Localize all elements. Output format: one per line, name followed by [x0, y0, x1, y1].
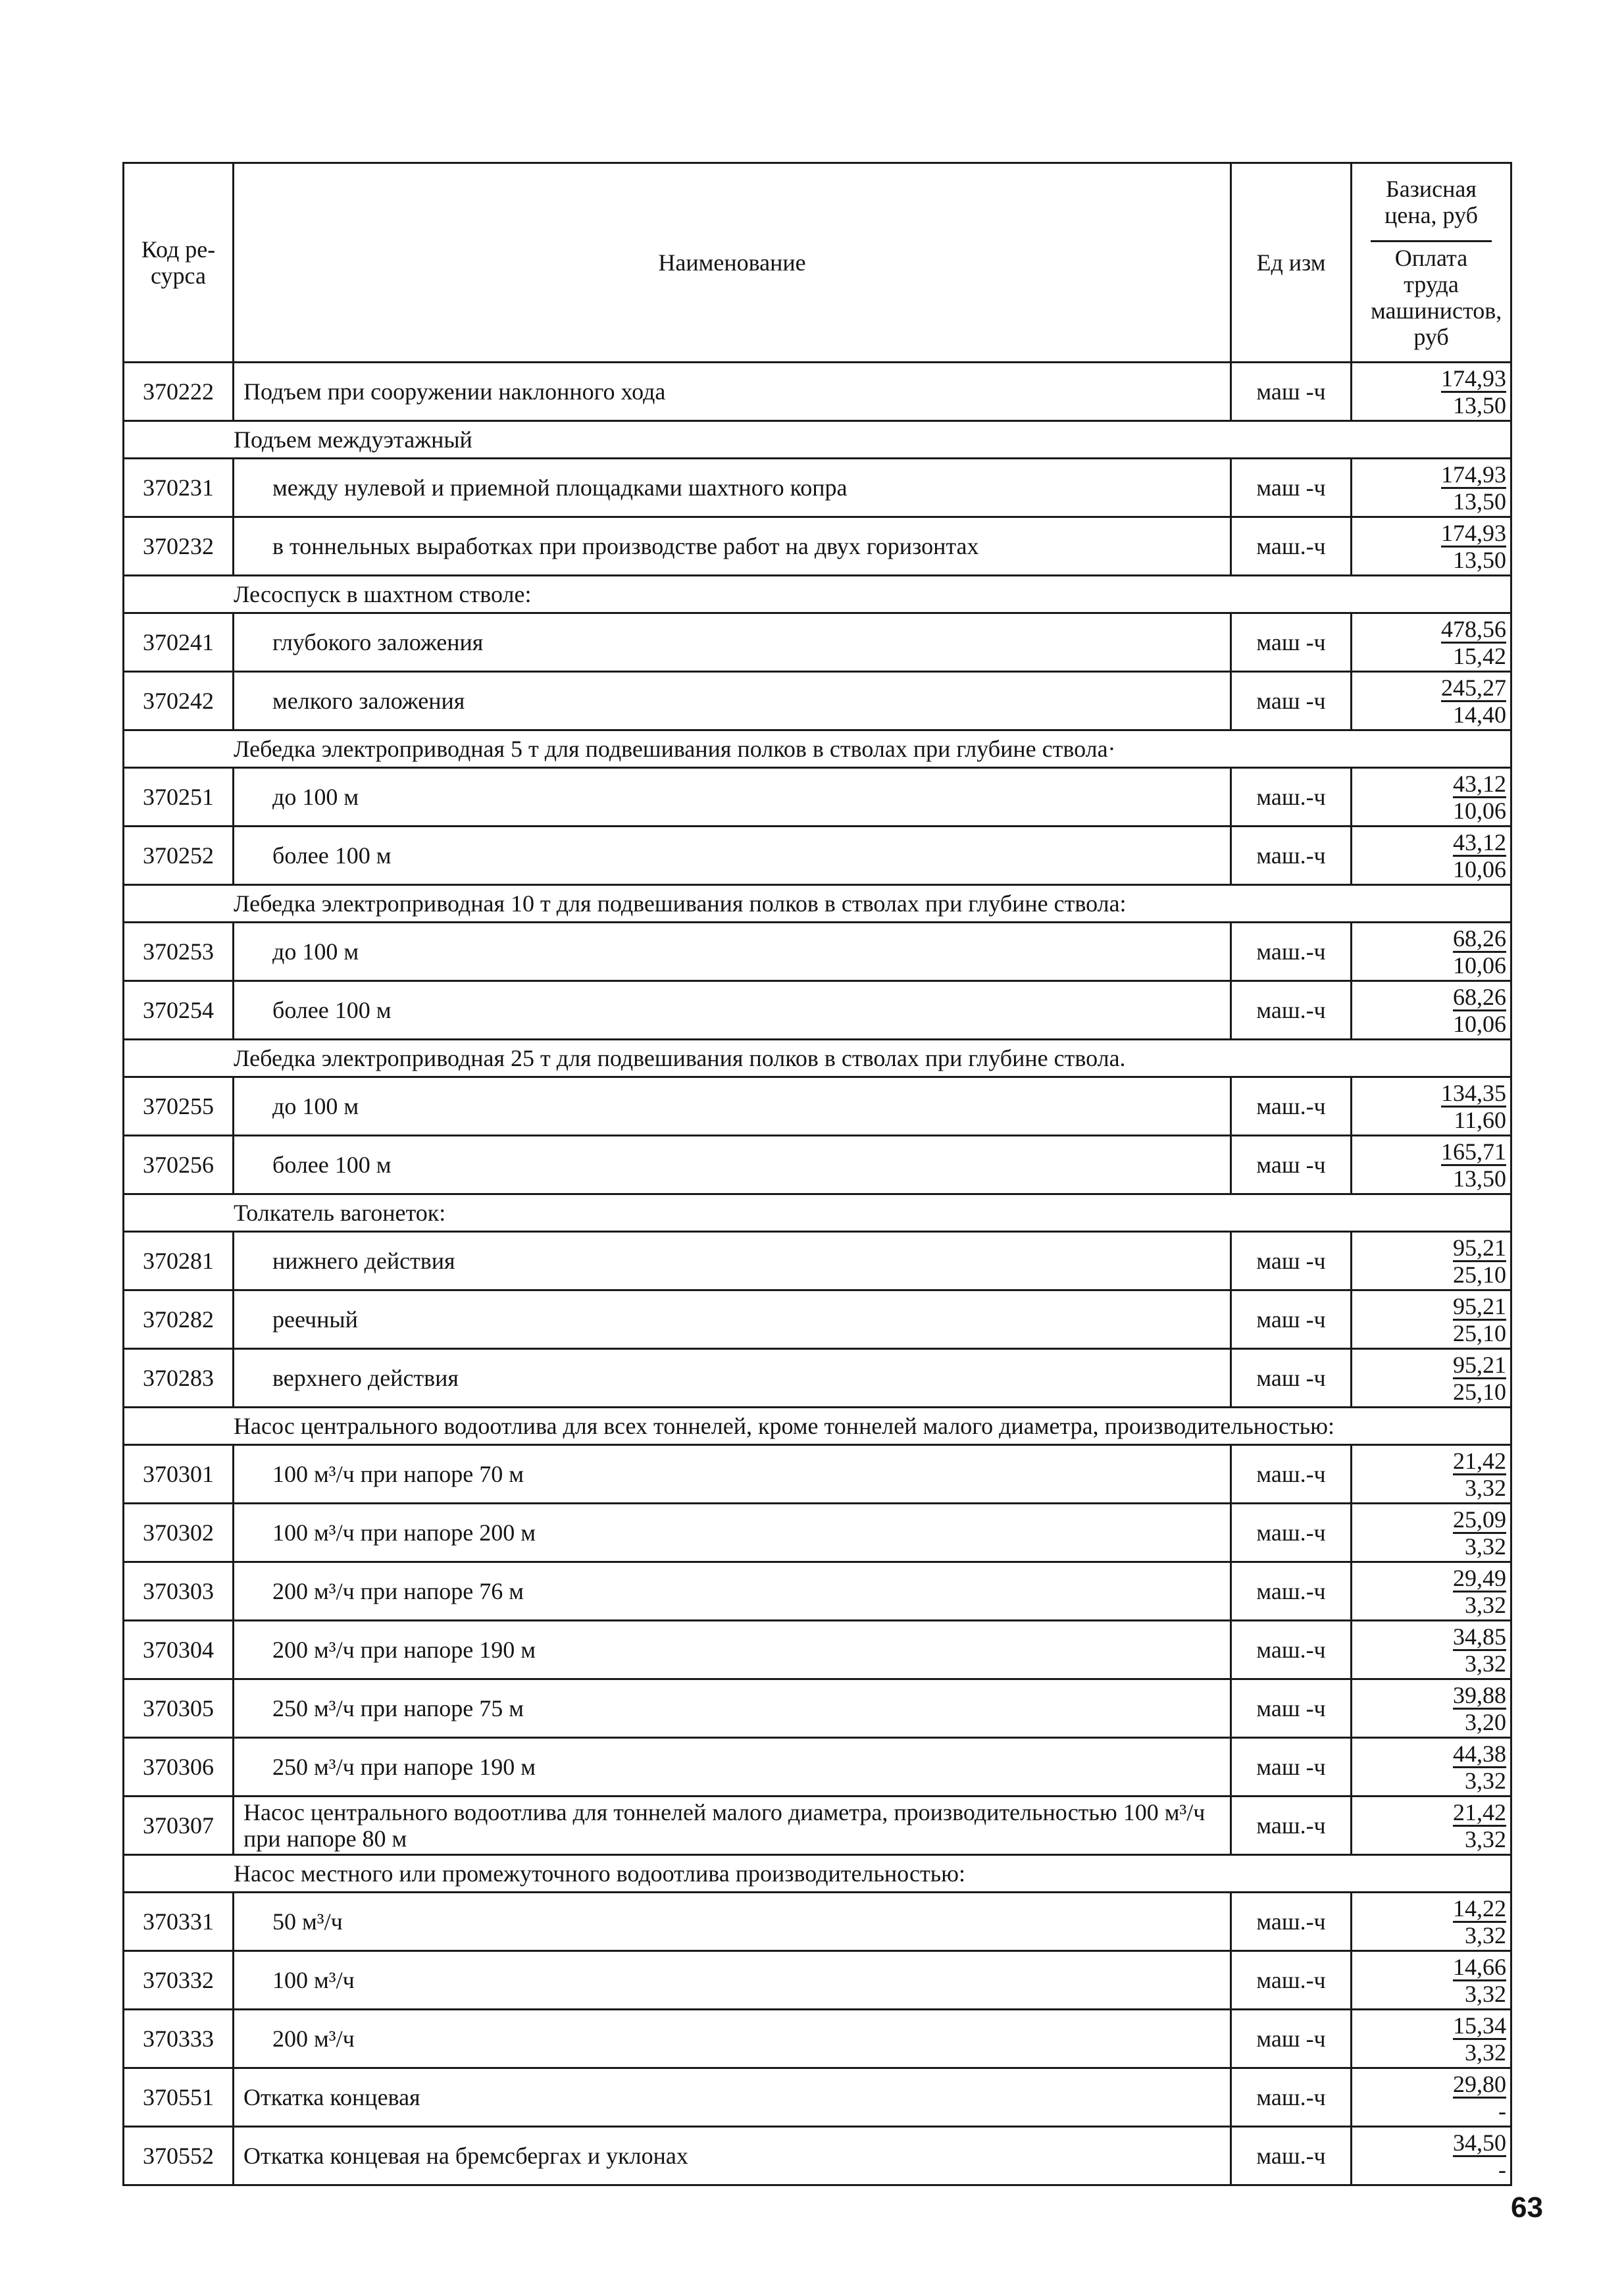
resource-unit: маш -ч — [1231, 672, 1352, 730]
table-row — [124, 1951, 1511, 2010]
base-price: 174,93 — [1441, 461, 1506, 488]
resource-code: 370242 — [124, 672, 234, 730]
resource-unit: маш.-ч — [1231, 1445, 1352, 1504]
price-cell — [1352, 1621, 1511, 1679]
resource-unit: маш -ч — [1231, 1290, 1352, 1349]
header-price — [1352, 163, 1511, 363]
table-row — [124, 459, 1511, 517]
resource-unit: маш.-ч — [1231, 1951, 1352, 2010]
resource-code: 370254 — [124, 981, 234, 1040]
resource-name: более 100 м — [234, 827, 1231, 885]
base-price: 34,50 — [1453, 2129, 1506, 2156]
operator-wage: 10,06 — [1453, 856, 1506, 882]
resource-name: до 100 м — [234, 923, 1231, 981]
resource-name: глубокого заложения — [234, 613, 1231, 672]
group-row — [124, 576, 1511, 613]
base-price: 68,26 — [1453, 925, 1506, 952]
base-price: 165,71 — [1441, 1138, 1506, 1165]
group-title: Лебедка электроприводная 25 т для подвешивания полков в стволах при глубине ствола. — [124, 1040, 1511, 1077]
base-price: 174,93 — [1441, 520, 1506, 546]
table-row — [124, 827, 1511, 885]
resource-unit: маш.-ч — [1231, 1621, 1352, 1679]
base-price: 29,49 — [1453, 1565, 1506, 1591]
group-title: Лесоспуск в шахтном стволе: — [124, 576, 1511, 613]
table-row — [124, 2010, 1511, 2068]
resource-code: 370332 — [124, 1951, 234, 2010]
price-cell — [1352, 2010, 1511, 2068]
resource-unit: маш.-ч — [1231, 1893, 1352, 1951]
base-price: 245,27 — [1441, 675, 1506, 701]
table-row — [124, 1077, 1511, 1136]
price-cell — [1352, 1797, 1511, 1855]
group-row — [124, 1194, 1511, 1232]
resource-name: 250 м³/ч при напоре 75 м — [234, 1679, 1231, 1738]
operator-wage: 3,32 — [1465, 1826, 1506, 1852]
table-row — [124, 2068, 1511, 2127]
price-cell — [1352, 517, 1511, 576]
resource-unit: маш.-ч — [1231, 2127, 1352, 2185]
resource-unit: маш -ч — [1231, 613, 1352, 672]
base-price: 134,35 — [1441, 1080, 1506, 1106]
resource-unit: маш.-ч — [1231, 827, 1352, 885]
group-row — [124, 885, 1511, 923]
resource-unit: маш -ч — [1231, 363, 1352, 421]
operator-wage: 14,40 — [1453, 701, 1506, 728]
base-price: 25,09 — [1453, 1506, 1506, 1533]
resource-name: 200 м³/ч при напоре 190 м — [234, 1621, 1231, 1679]
group-row — [124, 1408, 1511, 1445]
resource-code: 370304 — [124, 1621, 234, 1679]
header-unit: Ед изм — [1231, 163, 1352, 363]
resource-code: 370301 — [124, 1445, 234, 1504]
base-price: 478,56 — [1441, 616, 1506, 642]
resource-code: 370551 — [124, 2068, 234, 2127]
group-title: Насос центрального водоотлива для всех тоннелей, кроме тоннелей малого диаметра, производительностью: — [124, 1408, 1511, 1445]
resource-name: 250 м³/ч при напоре 190 м — [234, 1738, 1231, 1797]
operator-wage: - — [1498, 2156, 1506, 2183]
resource-name: более 100 м — [234, 1136, 1231, 1194]
resource-code: 370232 — [124, 517, 234, 576]
base-price: 44,38 — [1453, 1741, 1506, 1767]
resource-code: 370307 — [124, 1797, 234, 1855]
resource-code: 370552 — [124, 2127, 234, 2185]
resource-code: 370251 — [124, 768, 234, 827]
price-cell — [1352, 1562, 1511, 1621]
table-row — [124, 981, 1511, 1040]
price-cell — [1352, 613, 1511, 672]
group-row — [124, 1040, 1511, 1077]
operator-wage: 13,50 — [1453, 1165, 1506, 1192]
base-price: 34,85 — [1453, 1623, 1506, 1650]
group-row — [124, 1855, 1511, 1893]
resource-table — [122, 162, 1512, 2186]
resource-name: 200 м³/ч — [234, 2010, 1231, 2068]
operator-wage: 3,32 — [1465, 1922, 1506, 1949]
operator-wage: 10,06 — [1453, 798, 1506, 824]
table-header — [124, 163, 1511, 363]
resource-unit: маш -ч — [1231, 1679, 1352, 1738]
base-price: 95,21 — [1453, 1235, 1506, 1261]
table-row — [124, 1445, 1511, 1504]
price-cell — [1352, 363, 1511, 421]
price-cell — [1352, 981, 1511, 1040]
base-price: 95,21 — [1453, 1352, 1506, 1378]
resource-unit: маш -ч — [1231, 1136, 1352, 1194]
resource-name: Насос центрального водоотлива для тоннелей малого диаметра, производительностью 100 м³/ч при напоре 80 м — [234, 1797, 1231, 1855]
base-price: 14,66 — [1453, 1954, 1506, 1980]
table-row — [124, 1504, 1511, 1562]
resource-name: верхнего действия — [234, 1349, 1231, 1408]
header-code: Код ре-сурса — [124, 163, 234, 363]
table-row — [124, 1562, 1511, 1621]
resource-unit: маш.-ч — [1231, 2068, 1352, 2127]
base-price: 43,12 — [1453, 771, 1506, 797]
price-cell — [1352, 1077, 1511, 1136]
operator-wage: 3,32 — [1465, 1768, 1506, 1794]
resource-name: до 100 м — [234, 768, 1231, 827]
resource-name: нижнего действия — [234, 1232, 1231, 1290]
price-cell — [1352, 923, 1511, 981]
base-price: 21,42 — [1453, 1448, 1506, 1474]
group-row — [124, 421, 1511, 459]
price-cell — [1352, 1349, 1511, 1408]
resource-code: 370283 — [124, 1349, 234, 1408]
price-cell — [1352, 1679, 1511, 1738]
table-row — [124, 672, 1511, 730]
price-cell — [1352, 2127, 1511, 2185]
operator-wage: 13,50 — [1453, 547, 1506, 573]
operator-wage: 3,32 — [1465, 1981, 1506, 2007]
operator-wage: 3,32 — [1465, 1650, 1506, 1677]
resource-code: 370253 — [124, 923, 234, 981]
group-title: Толкатель вагонеток: — [124, 1194, 1511, 1232]
group-title: Насос местного или промежуточного водоотлива производительностью: — [124, 1855, 1511, 1893]
table-row — [124, 1797, 1511, 1855]
resource-code: 370303 — [124, 1562, 234, 1621]
resource-code: 370281 — [124, 1232, 234, 1290]
price-cell — [1352, 1290, 1511, 1349]
operator-wage: 13,50 — [1453, 488, 1506, 515]
operator-wage: 3,32 — [1465, 1592, 1506, 1618]
resource-code: 370305 — [124, 1679, 234, 1738]
operator-wage: 3,32 — [1465, 1475, 1506, 1501]
price-cell — [1352, 1504, 1511, 1562]
table-row — [124, 1136, 1511, 1194]
group-title: Лебедка электроприводная 10 т для подвешивания полков в стволах при глубине ствола: — [124, 885, 1511, 923]
resource-code: 370241 — [124, 613, 234, 672]
resource-name: Откатка концевая — [234, 2068, 1231, 2127]
price-cell — [1352, 827, 1511, 885]
table-row — [124, 1290, 1511, 1349]
price-cell — [1352, 1893, 1511, 1951]
operator-wage: 25,10 — [1453, 1379, 1506, 1405]
price-cell — [1352, 1738, 1511, 1797]
resource-name: реечный — [234, 1290, 1231, 1349]
price-cell — [1352, 1445, 1511, 1504]
base-price: 14,22 — [1453, 1895, 1506, 1922]
table-row — [124, 363, 1511, 421]
operator-wage: 15,42 — [1453, 643, 1506, 669]
resource-unit: маш.-ч — [1231, 1504, 1352, 1562]
group-title: Подъем междуэтажный — [124, 421, 1511, 459]
resource-unit: маш -ч — [1231, 1349, 1352, 1408]
header-price-bottom: Оплата труда машинистов, руб — [1371, 240, 1492, 350]
resource-name: Откатка концевая на бремсбергах и уклонах — [234, 2127, 1231, 2185]
table-row — [124, 1232, 1511, 1290]
resource-unit: маш.-ч — [1231, 517, 1352, 576]
resource-code: 370252 — [124, 827, 234, 885]
base-price: 43,12 — [1453, 829, 1506, 855]
resource-name: 200 м³/ч при напоре 76 м — [234, 1562, 1231, 1621]
resource-unit: маш.-ч — [1231, 1797, 1352, 1855]
price-cell — [1352, 672, 1511, 730]
price-cell — [1352, 1136, 1511, 1194]
table-row — [124, 1738, 1511, 1797]
table-row — [124, 923, 1511, 981]
resource-name: между нулевой и приемной площадками шахтного копра — [234, 459, 1231, 517]
operator-wage: 3,20 — [1465, 1709, 1506, 1735]
resource-code: 370302 — [124, 1504, 234, 1562]
table-row — [124, 517, 1511, 576]
resource-unit: маш.-ч — [1231, 1562, 1352, 1621]
price-cell — [1352, 1232, 1511, 1290]
base-price: 29,80 — [1453, 2071, 1506, 2097]
resource-code: 370331 — [124, 1893, 234, 1951]
resource-unit: маш.-ч — [1231, 923, 1352, 981]
operator-wage: 10,06 — [1453, 952, 1506, 979]
table-row — [124, 1679, 1511, 1738]
header-name: Наименование — [234, 163, 1231, 363]
group-row — [124, 730, 1511, 768]
resource-code: 370231 — [124, 459, 234, 517]
resource-unit: маш -ч — [1231, 459, 1352, 517]
table-row — [124, 1349, 1511, 1408]
resource-code: 370282 — [124, 1290, 234, 1349]
operator-wage: 10,06 — [1453, 1011, 1506, 1037]
resource-name: в тоннельных выработках при производстве работ на двух горизонтах — [234, 517, 1231, 576]
resource-unit: маш.-ч — [1231, 768, 1352, 827]
resource-name: Подъем при сооружении наклонного хода — [234, 363, 1231, 421]
base-price: 68,26 — [1453, 984, 1506, 1010]
resource-code: 370333 — [124, 2010, 234, 2068]
table-row — [124, 613, 1511, 672]
base-price: 95,21 — [1453, 1293, 1506, 1319]
price-cell — [1352, 1951, 1511, 2010]
page-number: 63 — [1511, 2191, 1543, 2224]
operator-wage: 3,32 — [1465, 1533, 1506, 1560]
resource-name: мелкого заложения — [234, 672, 1231, 730]
group-title: Лебедка электроприводная 5 т для подвешивания полков в стволах при глубине ствола· — [124, 730, 1511, 768]
resource-name: 100 м³/ч при напоре 200 м — [234, 1504, 1231, 1562]
operator-wage: 25,10 — [1453, 1262, 1506, 1288]
table-row — [124, 1893, 1511, 1951]
resource-code: 370306 — [124, 1738, 234, 1797]
base-price: 15,34 — [1453, 2012, 1506, 2039]
table-row — [124, 2127, 1511, 2185]
resource-name: 100 м³/ч — [234, 1951, 1231, 2010]
resource-name: более 100 м — [234, 981, 1231, 1040]
price-cell — [1352, 459, 1511, 517]
resource-name: 50 м³/ч — [234, 1893, 1231, 1951]
table-row — [124, 768, 1511, 827]
resource-code: 370255 — [124, 1077, 234, 1136]
resource-code: 370256 — [124, 1136, 234, 1194]
resource-unit: маш -ч — [1231, 1738, 1352, 1797]
operator-wage: 13,50 — [1453, 392, 1506, 419]
resource-unit: маш -ч — [1231, 1232, 1352, 1290]
resource-name: 100 м³/ч при напоре 70 м — [234, 1445, 1231, 1504]
operator-wage: 25,10 — [1453, 1320, 1506, 1346]
resource-unit: маш -ч — [1231, 2010, 1352, 2068]
base-price: 21,42 — [1453, 1799, 1506, 1825]
table-row — [124, 1621, 1511, 1679]
price-cell — [1352, 768, 1511, 827]
resource-name: до 100 м — [234, 1077, 1231, 1136]
price-cell — [1352, 2068, 1511, 2127]
base-price: 174,93 — [1441, 365, 1506, 392]
resource-unit: маш.-ч — [1231, 981, 1352, 1040]
base-price: 39,88 — [1453, 1682, 1506, 1708]
operator-wage: 11,60 — [1454, 1107, 1506, 1133]
resource-code: 370222 — [124, 363, 234, 421]
operator-wage: 3,32 — [1465, 2039, 1506, 2066]
operator-wage: - — [1498, 2098, 1506, 2124]
header-price-top: Базисная цена, руб — [1384, 175, 1478, 228]
resource-unit: маш.-ч — [1231, 1077, 1352, 1136]
